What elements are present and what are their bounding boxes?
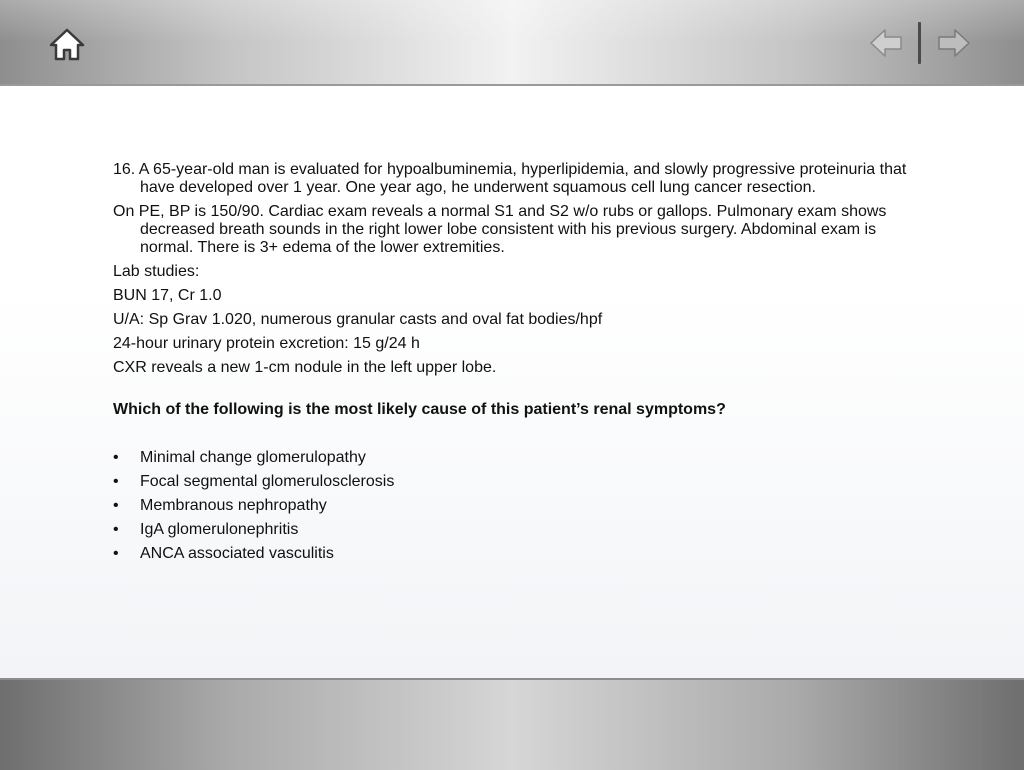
slide-content [0, 86, 1024, 678]
lab-heading: Lab studies: [113, 263, 200, 280]
arrow-right-icon [936, 27, 972, 59]
lab-result: BUN 17, Cr 1.0 [113, 287, 222, 304]
bottom-toolbar [0, 678, 1024, 770]
answer-list [113, 449, 933, 563]
slide-text-block [113, 161, 933, 569]
answer-option: • Membranous nephropathy [113, 497, 933, 515]
answer-option: • Minimal change glomerulopathy [113, 449, 933, 467]
home-button[interactable] [48, 26, 86, 62]
top-toolbar [0, 0, 1024, 86]
question-text: Which of the following is the most likely cause of this patient’s renal symptoms? [113, 401, 726, 418]
arrow-left-icon [868, 27, 904, 59]
answer-option: • ANCA associated vasculitis [113, 545, 933, 563]
next-slide-button[interactable] [936, 27, 972, 59]
answer-option: • IgA glomerulonephritis [113, 521, 933, 539]
previous-slide-button[interactable] [868, 27, 904, 59]
lab-result: CXR reveals a new 1-cm nodule in the left upper lobe. [113, 359, 497, 376]
case-intro: 16. A 65-year-old man is evaluated for hypoalbuminemia, hyperlipidemia, and slowly progressive proteinuria that have developed over 1 year. One year ago, he underwent squamous cell lung cancer resection. [113, 161, 907, 196]
answer-option: • Focal segmental glomerulosclerosis [113, 473, 933, 491]
lab-result: 24-hour urinary protein excretion: 15 g/24 h [113, 335, 420, 352]
lab-result: U/A: Sp Grav 1.020, numerous granular casts and oval fat bodies/hpf [113, 311, 603, 328]
home-icon [48, 26, 86, 62]
nav-divider [918, 22, 921, 64]
physical-exam: On PE, BP is 150/90. Cardiac exam reveals a normal S1 and S2 w/o rubs or gallops. Pulmonary exam shows decreased breath sounds in the right lower lobe consistent with his previous surgery. Abdominal exam is normal. There is 3+ edema of the lower extremities. [113, 203, 887, 256]
